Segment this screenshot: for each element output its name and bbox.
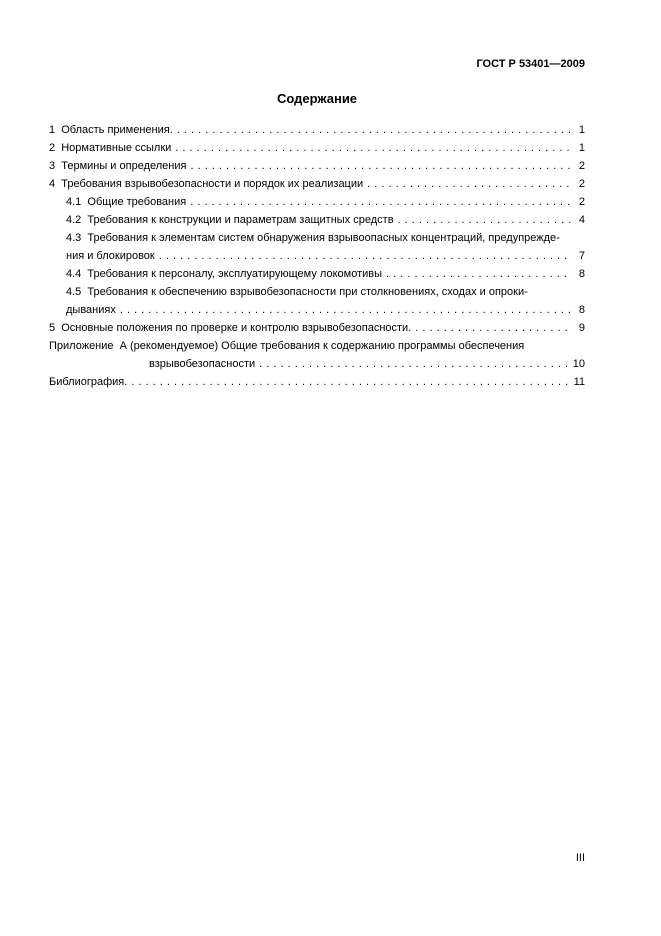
toc-entry-text: взрывобезопасности bbox=[149, 358, 256, 370]
toc-entry-text: 4 Требования взрывобезопасности и порядок их реализации bbox=[49, 178, 364, 190]
toc-line bbox=[49, 211, 585, 229]
toc-entry-text: Библиография. bbox=[49, 376, 128, 388]
page-title: Содержание bbox=[276, 91, 358, 106]
dot-leader bbox=[116, 301, 571, 319]
toc-page-number: 7 bbox=[578, 250, 585, 262]
toc-line bbox=[49, 301, 585, 319]
dot-leader bbox=[186, 157, 571, 175]
toc-entry-text: Приложение А (рекомендуемое) Общие требования к содержанию программы обеспечения bbox=[49, 340, 525, 352]
toc-entry-text: 4.3 Требования к элементам систем обнаружения взрывоопасных концентраций, предупрежде- bbox=[66, 232, 560, 244]
toc-page-number: 1 bbox=[578, 124, 585, 136]
doc-number: ГОСТ Р 53401—2009 bbox=[476, 58, 585, 70]
toc-page-number: 2 bbox=[578, 160, 585, 172]
toc-page-number: 8 bbox=[578, 304, 585, 316]
toc-line bbox=[49, 247, 585, 265]
toc-page-number: 2 bbox=[578, 178, 585, 190]
toc-entry-text: 2 Нормативные ссылки bbox=[49, 142, 172, 154]
toc-line bbox=[49, 193, 585, 211]
toc-page-number: 9 bbox=[578, 322, 585, 334]
dot-leader bbox=[411, 319, 571, 337]
toc-line bbox=[49, 337, 585, 355]
toc-line bbox=[49, 283, 585, 301]
toc-page-number: 2 bbox=[578, 196, 585, 208]
toc-line bbox=[49, 265, 585, 283]
dot-leader bbox=[363, 175, 571, 193]
toc-line bbox=[49, 229, 585, 247]
dot-leader bbox=[255, 355, 571, 373]
toc-line bbox=[49, 175, 585, 193]
dot-leader bbox=[155, 247, 571, 265]
toc-line bbox=[49, 355, 585, 373]
toc-page-number: 4 bbox=[578, 214, 585, 226]
page-number-footer: III bbox=[575, 852, 585, 864]
dot-leader bbox=[186, 193, 571, 211]
dot-leader bbox=[382, 265, 571, 283]
toc-page-number: 11 bbox=[573, 376, 585, 388]
dot-leader bbox=[171, 139, 571, 157]
toc-entry-text: 5 Основные положения по проверке и контролю взрывобезопасности. bbox=[49, 322, 412, 334]
dot-leader bbox=[173, 121, 571, 139]
toc-line bbox=[49, 121, 585, 139]
toc-line bbox=[49, 139, 585, 157]
toc-page-number: 8 bbox=[578, 268, 585, 280]
toc-line bbox=[49, 319, 585, 337]
toc-entry-text: ния и блокировок bbox=[66, 250, 155, 262]
toc-page-number: 10 bbox=[572, 358, 585, 370]
toc-entry-text: 4.5 Требования к обеспечению взрывобезопасности при столкновениях, сходах и опроки- bbox=[66, 286, 528, 298]
table-of-contents bbox=[49, 121, 585, 391]
toc-page-number: 1 bbox=[578, 142, 585, 154]
toc-entry-text: 4.1 Общие требования bbox=[66, 196, 187, 208]
toc-line bbox=[49, 157, 585, 175]
toc-entry-text: 4.2 Требования к конструкции и параметрам защитных средств bbox=[66, 214, 394, 226]
dot-leader bbox=[394, 211, 571, 229]
toc-entry-text: 3 Термины и определения bbox=[49, 160, 187, 172]
dot-leader bbox=[127, 373, 571, 391]
toc-entry-text: 4.4 Требования к персоналу, эксплуатирующему локомотивы bbox=[66, 268, 383, 280]
toc-entry-text: дываниях bbox=[66, 304, 116, 316]
toc-entry-text: 1 Область применения. bbox=[49, 124, 173, 136]
toc-line bbox=[49, 373, 585, 391]
